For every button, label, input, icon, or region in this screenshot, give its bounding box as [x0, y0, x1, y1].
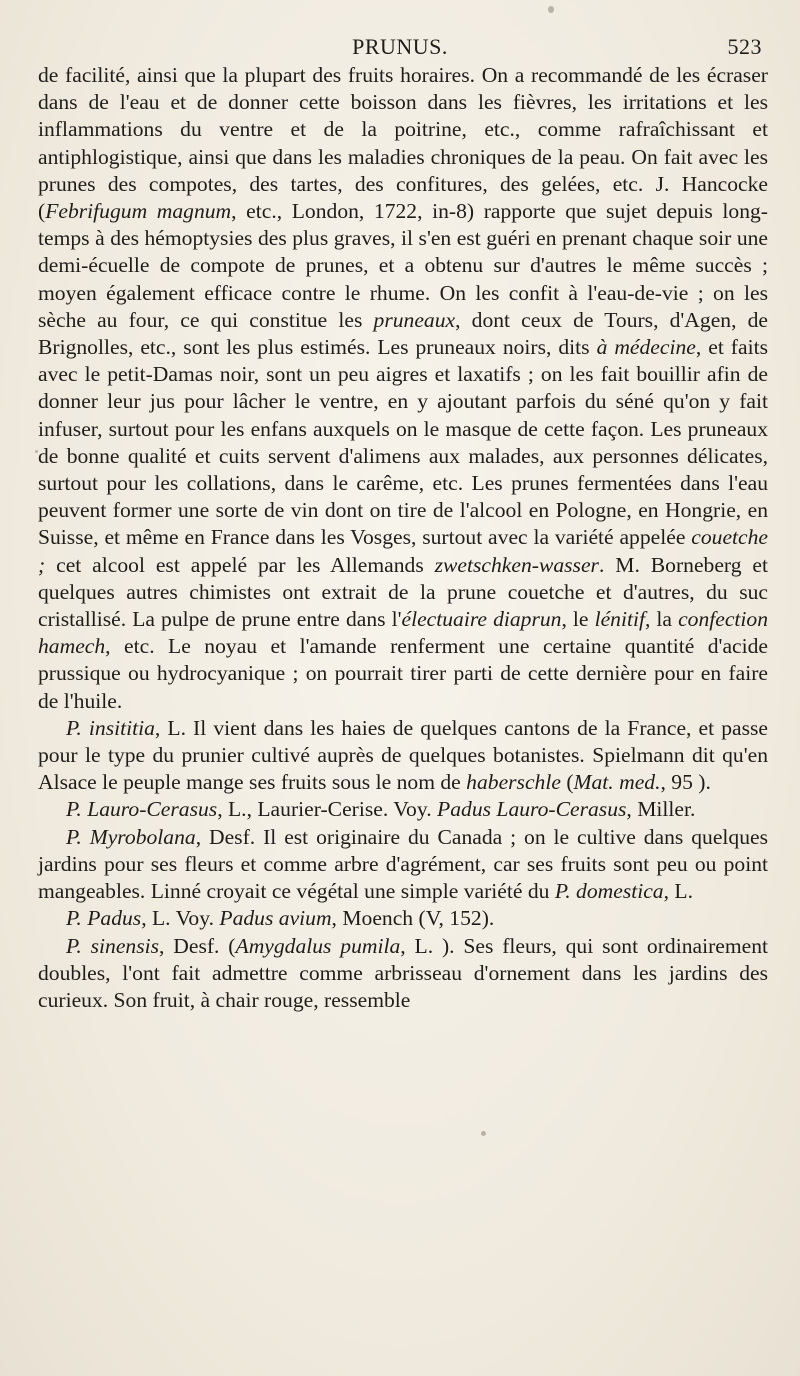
entry-insititia — [38, 715, 768, 797]
italic-term: Amygdalus pumila — [235, 933, 401, 958]
text-run: , Desf. Il est originaire du Canada ; on le cultive dans quelques jardins pour ses fleurs et comme arbre d'agrément, car ses fruits sont peu ou point mangeables. Linné croyait ce végétal une simple variété du — [38, 824, 768, 904]
page-number: 523 — [727, 34, 762, 59]
entry-sinensis — [38, 933, 768, 1015]
text-run: , la — [644, 607, 679, 632]
italic-term: pruneaux — [373, 307, 456, 332]
italic-term: Padus Lauro-Cerasus — [437, 797, 627, 822]
italic-term: couetche ; — [38, 525, 768, 577]
text-run: , L., Laurier-Cerise. Voy. — [217, 797, 438, 822]
text-run: , etc., London, 1722, in-8) rapporte que sujet depuis long-temps à des hémoptysies des plus graves, il s'en est guéri en prenant chaque soir une demi-écuelle de compote de prunes, et a obtenu sur d'autres le même succès ; moyen également efficace contre le rhume. On les confit à l'eau-de-vie ; on les sèche au four, ce qui constitue les — [38, 199, 768, 332]
italic-term: P. sinensis — [66, 933, 160, 958]
italic-term: électuaire diaprun — [401, 607, 562, 632]
entry-lauro-cerasus — [38, 796, 768, 823]
text-run: ( — [560, 770, 574, 795]
italic-term: P. Padus — [66, 906, 142, 931]
italic-term: P. Myrobolana — [66, 824, 196, 849]
text-run: . M. Borneberg et quelques autres chimistes ont extrait de la prune couetche et d'autres, du suc cristallisé. La pulpe de prune entre dans l' — [38, 552, 768, 632]
text-run: , L. ). Ses fleurs, qui sont ordinairement doubles, l'ont fait admettre comme arbrisseau d'ornement dans les jardins des curieux. Son fruit, à chair rouge, ressemble — [38, 933, 769, 1012]
text-run: , Moench (V, 152). — [331, 906, 495, 931]
body-text — [38, 62, 768, 1014]
italic-term: P. Lauro-Cerasus — [66, 797, 218, 822]
italic-term: P. insititia — [66, 715, 155, 740]
running-title: PRUNUS. — [352, 34, 448, 59]
italic-term: à médecine — [596, 335, 696, 360]
text-run: , L. Il vient dans les haies de quelques cantons de la France, et passe pour le type du prunier cultivé auprès de quelques botanistes. Spielmann dit qu'en Alsace le peuple mange ses fruits sous le nom de — [38, 715, 768, 795]
text-run: , Desf. ( — [159, 933, 236, 958]
text-run: cet alcool est appelé par les Allemands — [45, 552, 435, 577]
running-head — [38, 34, 762, 64]
italic-term: confection hamech — [38, 607, 769, 659]
italic-term: zwetschken-wasser — [434, 552, 599, 577]
text-run: , Miller. — [626, 797, 696, 822]
text-run: , dont ceux de Tours, d'Agen, de Brignolles, etc., sont les plus estimés. Les pruneaux noirs, dits — [38, 307, 768, 360]
text-run: , L. — [663, 879, 693, 904]
text-run: , le — [561, 607, 595, 632]
italic-term: Mat. med. — [573, 770, 661, 795]
text-run: , 95 ). — [660, 770, 711, 795]
text-run: , et faits avec le petit-Damas noir, sont un peu aigres et laxatifs ; on les fait bouillir afin de donner leur jus pour lâcher le ventre, en y ajoutant parfois du séné qu'on y fait infuser, surtout pour les enfans auxquels on le masque de cette façon. Les pruneaux de bonne qualité et cuits servent d'alimens aux malades, aux personnes délicates, surtout pour les collations, dans le carême, etc. Les prunes fermentées dans l'eau peuvent former une sorte de vin dont on tire de l'alcool en Pologne, en Hongrie, en Suisse, et même en France dans les Vosges, surtout avec la variété appelée — [38, 335, 768, 550]
italic-term: Padus avium — [219, 906, 332, 931]
paragraph-prune-uses — [38, 62, 768, 715]
italic-term: haberschle — [466, 770, 561, 795]
ink-spot — [548, 6, 554, 13]
italic-term: lénitif — [594, 607, 645, 632]
text-run: de facilité, ainsi que la plupart des fruits horaires. On a recommandé de les écraser dans de l'eau et de donner cette boisson dans les fièvres, les irritations et les inflammations du ventre et de la poitrine, etc., comme rafraîchissant et antiphlogistique, ainsi que dans les maladies chroniques de la peau. On fait avec les prunes des compotes, des tartes, des confitures, des gelées, etc. J. Hancocke ( — [38, 63, 768, 224]
ink-spot — [481, 1131, 486, 1136]
entry-myrobolana — [38, 824, 768, 906]
entry-padus — [38, 905, 768, 932]
text-run: , etc. Le noyau et l'amande renferment une certaine quantité d'acide prussique ou hydrocyanique ; on pourrait tirer parti de cette dernière pour en faire de l'huile. — [38, 634, 768, 713]
text-run: , L. Voy. — [141, 906, 220, 931]
italic-term: P. domestica — [554, 879, 664, 904]
italic-term: Febrifugum magnum — [45, 199, 232, 224]
